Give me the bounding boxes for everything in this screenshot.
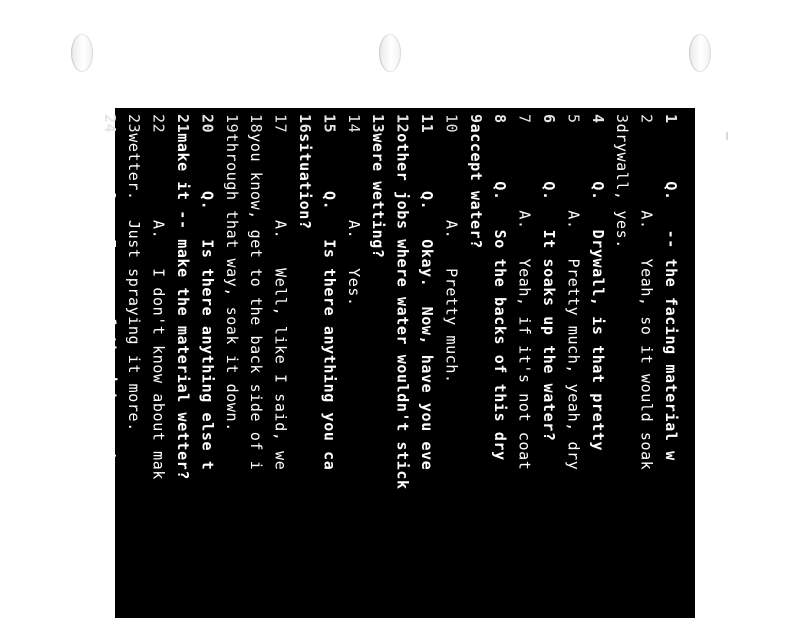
line-number: 3: [613, 114, 632, 124]
transcript-line: [317, 114, 341, 470]
transcript-line: [415, 114, 439, 470]
line-number: 14: [344, 114, 363, 134]
line-text: wetter. Just spraying it more.: [125, 133, 144, 432]
transcript-line: [293, 114, 317, 230]
transcript-line: [537, 114, 561, 441]
line-text: you know, get to the back side of i: [247, 133, 266, 471]
line-number: 22: [149, 114, 168, 134]
line-number: 9: [466, 114, 485, 124]
line-text: A. Well, like I said, we: [271, 133, 290, 471]
line-text: drywall, yes.: [613, 123, 632, 249]
line-text: Q. So the backs of this dry: [491, 123, 510, 461]
transcript-line: [390, 114, 414, 490]
transcript-line: [463, 114, 487, 249]
line-text: Q. Is there anything else t: [198, 133, 217, 471]
line-number: 24: [100, 114, 119, 134]
line-number: 11: [417, 114, 436, 134]
line-number: 4: [588, 114, 607, 124]
line-number: 12: [393, 114, 412, 134]
transcript-line: [219, 114, 243, 432]
line-text: Q. -- the facing material w: [661, 123, 680, 461]
transcript-line: [488, 114, 512, 461]
binder-hole-center: [379, 34, 401, 72]
line-number: 18: [247, 114, 266, 134]
line-number: 8: [491, 114, 510, 124]
line-text: Q. In any of the jobs you'v: [100, 133, 119, 471]
transcript-lines: [100, 108, 695, 618]
line-number: 7: [515, 114, 534, 124]
transcript-line: [585, 114, 609, 451]
transcript-line: [122, 114, 146, 432]
line-number: 20: [198, 114, 217, 134]
line-text: make it -- make the material wetter?: [173, 133, 192, 480]
line-number: 6: [539, 114, 558, 124]
line-text: A. Yes.: [344, 133, 363, 307]
line-number: 13: [369, 114, 388, 134]
transcript-line: [268, 114, 292, 470]
line-text: Q. Okay. Now, have you eve: [417, 133, 436, 471]
line-text: A. Yeah, so it would soak: [637, 123, 656, 471]
line-number: 10: [442, 114, 461, 134]
transcript-line: [195, 114, 219, 470]
transcript-line: [561, 114, 585, 470]
binder-hole-right: [689, 34, 711, 72]
transcript-line: [659, 114, 683, 461]
line-number: 19: [222, 114, 241, 134]
transcript-line: [171, 114, 195, 480]
line-text: Q. Is there anything you ca: [320, 133, 339, 471]
transcript-line: [341, 114, 365, 307]
line-number: 1: [661, 114, 680, 124]
line-number: 17: [271, 114, 290, 134]
line-text: Q. Drywall, is that pretty: [588, 123, 607, 452]
line-text: A. Yeah, if it's not coat: [515, 123, 534, 471]
transcript-page: [100, 108, 695, 618]
transcript-line: [146, 114, 170, 480]
line-text: accept water?: [466, 123, 485, 249]
transcript-line: [610, 114, 634, 249]
line-number: 21: [173, 114, 192, 134]
line-number: 16: [295, 114, 314, 134]
line-text: A. Pretty much, yeah, dry: [564, 123, 583, 471]
transcript-line: [439, 114, 463, 384]
line-text: A. I don't know about mak: [149, 133, 168, 480]
line-text: situation?: [295, 133, 314, 230]
line-number: 5: [564, 114, 583, 124]
transcript-line: [512, 114, 536, 470]
line-text: were wetting?: [369, 133, 388, 259]
transcript-line: [366, 114, 390, 258]
line-text: through that way, soak it down.: [222, 133, 241, 432]
transcript-line: [97, 114, 121, 470]
transcript-line: [634, 114, 658, 470]
line-text: Q. It soaks up the water?: [539, 123, 558, 442]
line-number: 2: [637, 114, 656, 124]
page-edge-mark: [726, 132, 728, 140]
transcript-line: [244, 114, 268, 470]
line-number: 23: [125, 114, 144, 134]
binder-hole-left: [71, 34, 93, 72]
line-text: other jobs where water wouldn't stick: [393, 133, 412, 490]
line-number: 15: [320, 114, 339, 134]
line-text: A. Pretty much.: [442, 133, 461, 384]
